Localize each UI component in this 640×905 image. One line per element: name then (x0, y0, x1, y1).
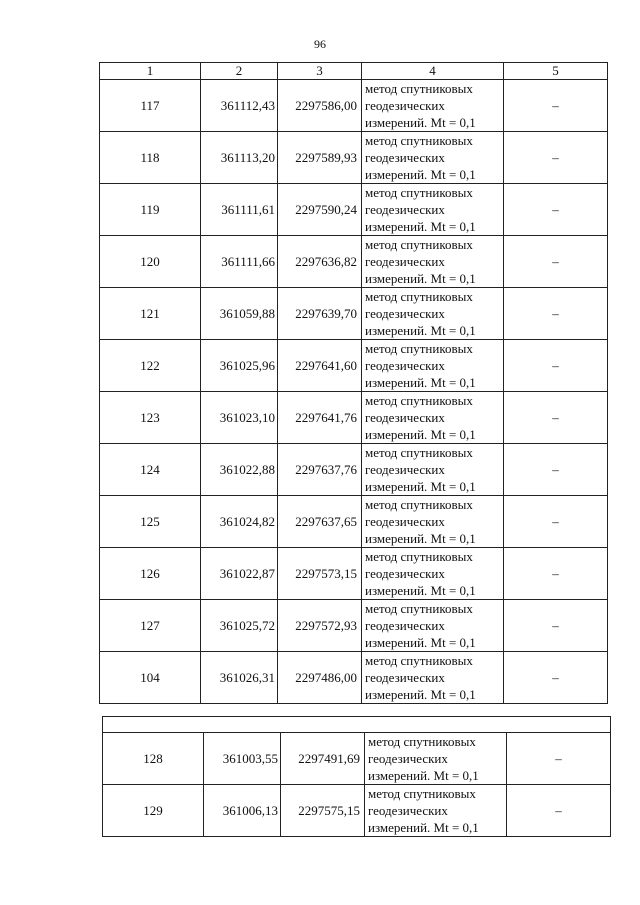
y-coordinate-cell: 2297573,15 (278, 548, 362, 600)
y-coordinate-cell: 2297641,76 (278, 392, 362, 444)
method-text-line: метод спутниковых (365, 133, 473, 148)
table-row (100, 340, 608, 392)
method-text-line: метод спутниковых (365, 393, 473, 408)
x-coordinate-cell: 361025,96 (201, 340, 278, 392)
method-text-line: измерений. Mt = 0,1 (365, 323, 476, 338)
dash-mark: – (552, 357, 559, 373)
method-text-line: метод спутниковых (365, 445, 473, 460)
x-coordinate-cell: 361022,87 (201, 548, 278, 600)
method-text-line: метод спутниковых (365, 497, 473, 512)
method-text-line: измерений. Mt = 0,1 (365, 583, 476, 598)
method-text-line: измерений. Mt = 0,1 (365, 531, 476, 546)
column-header: 5 (504, 63, 608, 80)
point-number-cell: 125 (100, 496, 201, 548)
x-coordinate-cell: 361023,10 (201, 392, 278, 444)
column-header: 3 (278, 63, 362, 80)
y-coordinate-cell: 2297572,93 (278, 600, 362, 652)
method-text-line: измерений. Mt = 0,1 (365, 687, 476, 702)
dash-mark: – (552, 669, 559, 685)
separator-row (103, 717, 611, 733)
method-cell (365, 785, 507, 837)
method-text-line: метод спутниковых (368, 734, 476, 749)
y-coordinate-cell: 2297575,15 (281, 785, 365, 837)
dash-mark: – (552, 461, 559, 477)
y-coordinate-cell: 2297586,00 (278, 80, 362, 132)
dash-mark: – (552, 97, 559, 113)
x-coordinate-cell: 361113,20 (201, 132, 278, 184)
column-header: 1 (100, 63, 201, 80)
method-text-line: геодезических (368, 751, 448, 766)
table-row (100, 236, 608, 288)
table-row (100, 444, 608, 496)
method-cell (362, 444, 504, 496)
note-cell (504, 392, 608, 444)
empty-cell (103, 717, 611, 733)
x-coordinate-cell: 361025,72 (201, 600, 278, 652)
point-number-cell: 127 (100, 600, 201, 652)
note-cell (504, 340, 608, 392)
method-cell (362, 132, 504, 184)
table-row (100, 652, 608, 704)
method-text-line: метод спутниковых (368, 786, 476, 801)
method-text-line: геодезических (365, 202, 445, 217)
method-text-line: измерений. Mt = 0,1 (368, 768, 479, 783)
method-text-line: геодезических (365, 358, 445, 373)
x-coordinate-cell: 361022,88 (201, 444, 278, 496)
note-cell (504, 652, 608, 704)
note-cell (507, 733, 611, 785)
point-number-cell: 118 (100, 132, 201, 184)
note-cell (504, 184, 608, 236)
point-number-cell: 122 (100, 340, 201, 392)
point-number-cell: 121 (100, 288, 201, 340)
method-text-line: геодезических (368, 803, 448, 818)
method-text-line: геодезических (365, 462, 445, 477)
dash-mark: – (552, 409, 559, 425)
table-row (100, 548, 608, 600)
column-header: 4 (362, 63, 504, 80)
y-coordinate-cell: 2297491,69 (281, 733, 365, 785)
dash-mark: – (555, 750, 562, 766)
method-cell (362, 184, 504, 236)
point-number-cell: 129 (103, 785, 204, 837)
method-cell (362, 236, 504, 288)
note-cell (507, 785, 611, 837)
table-row (103, 785, 611, 837)
method-text-line: геодезических (365, 566, 445, 581)
point-number-cell: 124 (100, 444, 201, 496)
point-number-cell: 126 (100, 548, 201, 600)
note-cell (504, 236, 608, 288)
y-coordinate-cell: 2297639,70 (278, 288, 362, 340)
dash-mark: – (552, 201, 559, 217)
point-number-cell: 123 (100, 392, 201, 444)
point-number-cell: 119 (100, 184, 201, 236)
header-row (100, 63, 608, 80)
y-coordinate-cell: 2297486,00 (278, 652, 362, 704)
y-coordinate-cell: 2297641,60 (278, 340, 362, 392)
method-text-line: метод спутниковых (365, 341, 473, 356)
table-row (100, 288, 608, 340)
dash-mark: – (552, 305, 559, 321)
method-cell (362, 340, 504, 392)
method-text-line: метод спутниковых (365, 289, 473, 304)
y-coordinate-cell: 2297637,65 (278, 496, 362, 548)
table-row (100, 132, 608, 184)
method-cell (362, 548, 504, 600)
method-cell (362, 600, 504, 652)
point-number-cell: 117 (100, 80, 201, 132)
method-cell (362, 496, 504, 548)
y-coordinate-cell: 2297636,82 (278, 236, 362, 288)
method-text-line: измерений. Mt = 0,1 (365, 427, 476, 442)
column-header: 2 (201, 63, 278, 80)
method-cell (362, 288, 504, 340)
dash-mark: – (552, 565, 559, 581)
y-coordinate-cell: 2297589,93 (278, 132, 362, 184)
page-number: 96 (314, 37, 326, 51)
note-cell (504, 132, 608, 184)
method-text-line: метод спутниковых (365, 81, 473, 96)
x-coordinate-cell: 361112,43 (201, 80, 278, 132)
table-row (100, 80, 608, 132)
method-text-line: метод спутниковых (365, 185, 473, 200)
dash-mark: – (552, 253, 559, 269)
table-row (100, 496, 608, 548)
method-text-line: геодезических (365, 98, 445, 113)
dash-mark: – (552, 513, 559, 529)
method-text-line: геодезических (365, 150, 445, 165)
note-cell (504, 548, 608, 600)
y-coordinate-cell: 2297637,76 (278, 444, 362, 496)
table-row (103, 733, 611, 785)
x-coordinate-cell: 361003,55 (204, 733, 281, 785)
method-text-line: метод спутниковых (365, 237, 473, 252)
method-text-line: измерений. Mt = 0,1 (365, 219, 476, 234)
method-text-line: измерений. Mt = 0,1 (365, 167, 476, 182)
dash-mark: – (555, 802, 562, 818)
method-text-line: геодезических (365, 514, 445, 529)
method-cell (362, 652, 504, 704)
x-coordinate-cell: 361111,66 (201, 236, 278, 288)
method-text-line: измерений. Mt = 0,1 (365, 635, 476, 650)
coordinates-table (99, 62, 608, 704)
note-cell (504, 496, 608, 548)
method-cell (365, 733, 507, 785)
method-text-line: метод спутниковых (365, 653, 473, 668)
table-row (100, 392, 608, 444)
method-text-line: геодезических (365, 254, 445, 269)
method-text-line: измерений. Mt = 0,1 (365, 375, 476, 390)
method-text-line: измерений. Mt = 0,1 (365, 479, 476, 494)
table-row (100, 184, 608, 236)
x-coordinate-cell: 361006,13 (204, 785, 281, 837)
note-cell (504, 444, 608, 496)
method-text-line: метод спутниковых (365, 549, 473, 564)
x-coordinate-cell: 361026,31 (201, 652, 278, 704)
method-text-line: метод спутниковых (365, 601, 473, 616)
x-coordinate-cell: 361059,88 (201, 288, 278, 340)
x-coordinate-cell: 361024,82 (201, 496, 278, 548)
method-cell (362, 392, 504, 444)
method-text-line: измерений. Mt = 0,1 (365, 115, 476, 130)
method-text-line: геодезических (365, 618, 445, 633)
y-coordinate-cell: 2297590,24 (278, 184, 362, 236)
coordinates-table-continued (102, 716, 611, 837)
table-row (100, 600, 608, 652)
point-number-cell: 128 (103, 733, 204, 785)
method-text-line: измерений. Mt = 0,1 (365, 271, 476, 286)
point-number-cell: 104 (100, 652, 201, 704)
note-cell (504, 80, 608, 132)
note-cell (504, 288, 608, 340)
method-text-line: геодезических (365, 410, 445, 425)
method-cell (362, 80, 504, 132)
method-text-line: геодезических (365, 306, 445, 321)
x-coordinate-cell: 361111,61 (201, 184, 278, 236)
method-text-line: измерений. Mt = 0,1 (368, 820, 479, 835)
note-cell (504, 600, 608, 652)
dash-mark: – (552, 149, 559, 165)
dash-mark: – (552, 617, 559, 633)
method-text-line: геодезических (365, 670, 445, 685)
point-number-cell: 120 (100, 236, 201, 288)
